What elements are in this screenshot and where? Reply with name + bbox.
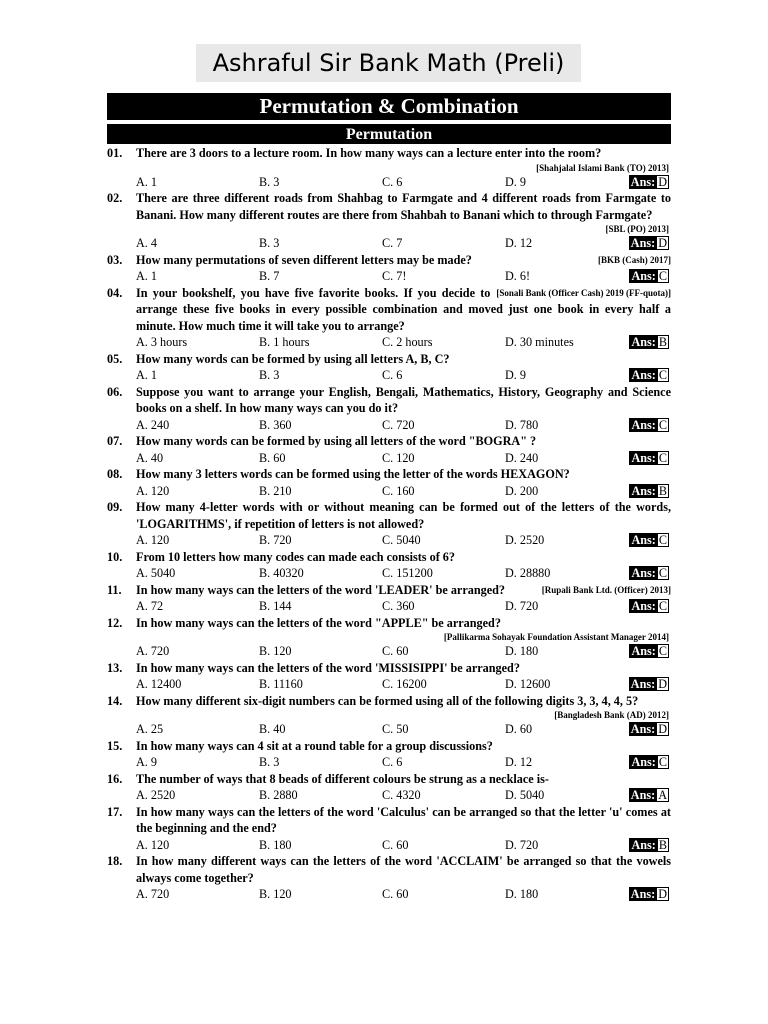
question-text: How many 4-letter words with or without meaning can be formed out of the letters of the words, 'LOGARITHMS', if repetition of letters is not allowed? <box>136 500 671 531</box>
question-item <box>107 549 671 582</box>
answer-label: Ans: <box>631 533 656 547</box>
question-number: 16. <box>107 771 123 786</box>
question-source: [Pallikarma Sohayak Foundation Assistant Manager 2014] <box>443 632 669 642</box>
option-c: C. 6 <box>382 368 403 382</box>
answer-label: Ans: <box>631 599 656 613</box>
question-number: 12. <box>107 615 123 630</box>
option-c: C. 160 <box>382 483 415 498</box>
option-c: C. 2 hours <box>382 335 433 349</box>
option-c: C. 120 <box>382 450 415 465</box>
question-text-block <box>136 771 671 788</box>
option-c: C. 4320 <box>382 788 421 802</box>
option-d: D. 180 <box>505 887 539 901</box>
question-header <box>107 351 671 368</box>
answer-value: D <box>658 174 667 189</box>
question-text-block <box>136 660 671 677</box>
question-header <box>107 384 671 417</box>
question-item <box>107 190 671 252</box>
option-d: D. 6! <box>505 269 531 283</box>
option-a: A. 72 <box>136 599 164 613</box>
question-header <box>107 252 671 269</box>
answer-value: B <box>658 335 667 349</box>
options-row <box>107 565 671 582</box>
option-b: B. 3 <box>259 755 280 769</box>
question-number: 10. <box>107 549 123 564</box>
options-row <box>107 787 671 804</box>
option-d: D. 9 <box>505 368 526 382</box>
question-text: How many different six-digit numbers can be formed using all of the following digits 3, 3, 4, 4, 5? <box>136 693 639 708</box>
option-c: C. 60 <box>382 644 409 658</box>
question-text-block <box>136 693 671 710</box>
question-list <box>107 145 671 903</box>
question-number: 02. <box>107 191 123 205</box>
question-header <box>107 771 671 788</box>
question-header <box>107 853 671 886</box>
answer-badge <box>629 368 669 382</box>
option-d: D. 240 <box>505 450 539 465</box>
answer-value: D <box>658 722 667 736</box>
question-text: How many words can be formed by using all letters A, B, C? <box>136 351 450 366</box>
question-number: 03. <box>107 252 123 267</box>
option-a: A. 1 <box>136 269 157 283</box>
question-item <box>107 351 671 384</box>
option-d: D. 12 <box>505 755 533 769</box>
question-text: In your bookshelf, you have five favorite books. If you decide to arrange these five books in every possible combination and moved just one book in every half a minute. How much time it will take you to arrange? <box>136 285 671 333</box>
question-number: 04. <box>107 285 123 300</box>
question-header <box>107 660 671 677</box>
option-d: D. 780 <box>505 417 539 432</box>
option-b: B. 120 <box>259 887 292 901</box>
option-b: B. 1 hours <box>259 335 310 349</box>
option-b: B. 144 <box>259 599 292 613</box>
options-row <box>107 235 671 252</box>
option-a: A. 120 <box>136 483 170 498</box>
answer-badge <box>629 788 669 802</box>
option-a: A. 9 <box>136 755 157 769</box>
question-source: [Shahjalal Islami Bank (TO) 2013] <box>536 162 669 173</box>
options-row <box>107 886 671 903</box>
answer-label: Ans: <box>630 174 656 189</box>
option-a: A. 240 <box>136 417 170 432</box>
options-row <box>107 268 671 285</box>
question-header <box>107 466 671 483</box>
question-number: 18. <box>107 854 123 868</box>
option-b: B. 60 <box>259 450 286 465</box>
option-c: C. 60 <box>382 887 409 901</box>
answer-badge <box>629 451 669 465</box>
option-d: D. 30 minutes <box>505 335 574 349</box>
question-text-block <box>136 252 671 269</box>
option-a: A. 2520 <box>136 788 176 802</box>
question-item <box>107 384 671 434</box>
answer-badge <box>629 175 669 189</box>
question-text-block <box>136 145 671 162</box>
option-b: B. 3 <box>259 174 280 189</box>
answer-badge <box>629 644 669 658</box>
question-text-block <box>136 738 671 755</box>
question-item <box>107 582 671 615</box>
question-text-block <box>136 499 671 532</box>
question-number: 13. <box>107 660 123 675</box>
answer-label: Ans: <box>631 566 656 580</box>
question-number: 15. <box>107 738 123 753</box>
option-d: D. 200 <box>505 483 539 498</box>
question-item <box>107 615 671 660</box>
question-source: [BKB (Cash) 2017] <box>597 254 671 265</box>
answer-badge <box>629 677 669 691</box>
answer-value: C <box>658 368 667 382</box>
option-a: A. 120 <box>136 533 170 547</box>
option-a: A. 5040 <box>136 566 176 580</box>
question-header <box>107 804 671 837</box>
question-text: How many 3 letters words can be formed using the letter of the words HEXAGON? <box>136 467 570 481</box>
answer-badge <box>629 418 669 432</box>
question-header <box>107 615 671 632</box>
answer-value: B <box>658 837 667 852</box>
answer-value: C <box>658 417 667 432</box>
question-header <box>107 145 671 162</box>
option-c: C. 5040 <box>382 533 421 547</box>
question-item <box>107 660 671 693</box>
option-a: A. 40 <box>136 450 164 465</box>
option-b: B. 3 <box>259 368 280 382</box>
option-b: B. 720 <box>259 533 292 547</box>
option-b: B. 40320 <box>259 566 304 580</box>
option-b: B. 360 <box>259 417 292 432</box>
option-d: D. 5040 <box>505 788 545 802</box>
question-item <box>107 771 671 804</box>
answer-label: Ans: <box>631 368 656 382</box>
answer-value: C <box>658 566 667 580</box>
question-text-block <box>136 384 671 417</box>
question-text: In how many ways can the letters of the word 'Calculus' can be arranged so that the letter 'u' comes at the beginning and the end? <box>136 804 671 835</box>
section-heading: Permutation <box>107 124 671 144</box>
question-source: [Rupali Bank Ltd. (Officer) 2013] <box>541 584 671 595</box>
option-d: D. 12 <box>505 236 533 250</box>
answer-badge <box>629 236 669 250</box>
option-d: D. 720 <box>505 599 539 613</box>
answer-badge <box>629 755 669 769</box>
options-row <box>107 174 671 191</box>
answer-label: Ans: <box>631 335 656 349</box>
question-header <box>107 693 671 710</box>
answer-value: D <box>658 677 667 691</box>
answer-label: Ans: <box>631 483 656 498</box>
option-d: D. 180 <box>505 644 539 658</box>
options-row <box>107 837 671 854</box>
question-number: 06. <box>107 384 123 399</box>
question-text-block <box>136 351 671 368</box>
question-number: 07. <box>107 434 123 448</box>
option-b: B. 40 <box>259 722 286 736</box>
option-d: D. 9 <box>505 174 526 189</box>
question-text: In how many different ways can the letters of the word 'ACCLAIM' be arranged so that the vowels always come together? <box>136 854 671 885</box>
question-text: In how many ways can the letters of the word 'LEADER' be arranged? <box>136 582 505 597</box>
option-d: D. 12600 <box>505 677 551 691</box>
question-text: In how many ways can the letters of the word "APPLE" be arranged? <box>136 615 501 630</box>
option-c: C. 16200 <box>382 677 427 691</box>
answer-label: Ans: <box>631 450 656 465</box>
answer-badge <box>629 887 669 901</box>
option-b: B. 3 <box>259 236 280 250</box>
option-d: D. 2520 <box>505 533 545 547</box>
options-row <box>107 643 671 660</box>
answer-badge <box>629 533 669 547</box>
answer-label: Ans: <box>630 788 656 802</box>
question-text: The number of ways that 8 beads of different colours be strung as a necklace is- <box>136 771 549 786</box>
answer-value: D <box>658 887 667 901</box>
question-text: There are 3 doors to a lecture room. In how many ways can a lecture enter into the room? <box>136 146 602 160</box>
option-b: B. 210 <box>259 483 292 498</box>
question-text: How many permutations of seven different letters may be made? <box>136 252 472 267</box>
answer-badge <box>629 722 669 736</box>
question-text-block <box>136 582 671 599</box>
answer-label: Ans: <box>630 677 656 691</box>
question-number: 09. <box>107 500 123 514</box>
answer-badge <box>629 566 669 580</box>
question-item <box>107 433 671 466</box>
question-item <box>107 693 671 738</box>
option-c: C. 720 <box>382 417 415 432</box>
option-a: A. 3 hours <box>136 335 188 349</box>
answer-value: C <box>658 599 667 613</box>
answer-badge <box>629 484 669 498</box>
question-text: In how many ways can 4 sit at a round table for a group discussions? <box>136 738 493 753</box>
question-text-block <box>136 804 671 837</box>
question-text-block <box>136 190 671 223</box>
option-c: C. 60 <box>382 837 409 852</box>
answer-label: Ans: <box>631 417 656 432</box>
option-a: A. 1 <box>136 368 157 382</box>
question-source: [Bangladesh Bank (AD) 2012] <box>554 710 669 720</box>
option-b: B. 180 <box>259 837 292 852</box>
options-row <box>107 754 671 771</box>
option-c: C. 7! <box>382 269 407 283</box>
options-row <box>107 483 671 500</box>
answer-value: C <box>658 644 667 658</box>
question-number: 11. <box>107 582 122 597</box>
question-item <box>107 466 671 499</box>
option-a: A. 25 <box>136 722 164 736</box>
question-text-block <box>136 285 671 335</box>
option-b: B. 120 <box>259 644 292 658</box>
question-number: 17. <box>107 804 123 819</box>
option-a: A. 4 <box>136 236 157 250</box>
question-number: 05. <box>107 351 123 366</box>
question-text: From 10 letters how many codes can made each consists of 6? <box>136 549 455 564</box>
answer-label: Ans: <box>630 722 656 736</box>
option-a: A. 1 <box>136 174 157 189</box>
answer-value: A <box>658 788 667 802</box>
question-item <box>107 285 671 351</box>
answer-label: Ans: <box>631 755 656 769</box>
options-row <box>107 450 671 467</box>
answer-value: C <box>658 533 667 547</box>
answer-badge <box>629 335 669 349</box>
option-b: B. 11160 <box>259 677 303 691</box>
option-c: C. 50 <box>382 722 409 736</box>
question-item <box>107 738 671 771</box>
question-header <box>107 549 671 566</box>
question-text: In how many ways can the letters of the word 'MISSISIPPI' be arranged? <box>136 660 520 675</box>
question-header <box>107 499 671 532</box>
answer-label: Ans: <box>630 236 656 250</box>
question-text: There are three different roads from Shahbag to Farmgate and 4 different roads from Farmgate to Banani. How many different routes are there from Shahbah to Banani which to through Farmgate? <box>136 191 671 222</box>
question-text: Suppose you want to arrange your English, Bengali, Mathematics, History, Geography and Science books on a shelf. In how many ways can you do it? <box>136 384 671 415</box>
answer-label: Ans: <box>631 837 656 852</box>
options-row <box>107 367 671 384</box>
option-a: A. 720 <box>136 887 170 901</box>
question-header <box>107 285 671 335</box>
option-c: C. 6 <box>382 755 403 769</box>
answer-value: C <box>658 450 667 465</box>
question-header <box>107 190 671 223</box>
question-item <box>107 145 671 190</box>
option-d: D. 28880 <box>505 566 551 580</box>
options-row <box>107 334 671 351</box>
option-c: C. 360 <box>382 599 415 613</box>
chapter-heading: Permutation & Combination <box>107 93 671 120</box>
answer-badge <box>629 838 669 852</box>
question-number: 08. <box>107 467 123 481</box>
answer-value: B <box>658 483 667 498</box>
options-row <box>107 417 671 434</box>
question-item <box>107 853 671 903</box>
question-item <box>107 252 671 285</box>
question-text: How many words can be formed by using all letters of the word "BOGRA" ? <box>136 434 537 448</box>
option-c: C. 7 <box>382 236 403 250</box>
options-row <box>107 598 671 615</box>
answer-value: D <box>658 236 667 250</box>
question-header <box>107 582 671 599</box>
question-number: 01. <box>107 146 123 160</box>
answer-badge <box>629 599 669 613</box>
answer-label: Ans: <box>631 644 656 658</box>
question-text-block <box>136 433 671 450</box>
option-a: A. 720 <box>136 644 170 658</box>
question-header <box>107 433 671 450</box>
options-row <box>107 676 671 693</box>
option-c: C. 151200 <box>382 566 433 580</box>
option-d: D. 60 <box>505 722 533 736</box>
option-a: A. 120 <box>136 837 170 852</box>
question-text-block <box>136 466 671 483</box>
options-row <box>107 721 671 738</box>
question-text-block <box>136 853 671 886</box>
option-c: C. 6 <box>382 174 403 189</box>
question-number: 14. <box>107 693 123 708</box>
answer-badge <box>629 269 669 283</box>
question-item <box>107 499 671 549</box>
question-source: [SBL (PO) 2013] <box>605 224 669 234</box>
question-source: [Sonali Bank (Officer Cash) 2019 (FF-quota)] <box>496 287 671 298</box>
answer-value: C <box>658 755 667 769</box>
answer-label: Ans: <box>631 269 656 283</box>
option-b: B. 7 <box>259 269 280 283</box>
option-a: A. 12400 <box>136 677 182 691</box>
question-text-block <box>136 615 671 632</box>
question-item <box>107 804 671 854</box>
answer-value: C <box>658 269 667 283</box>
question-header <box>107 738 671 755</box>
option-d: D. 720 <box>505 837 539 852</box>
options-row <box>107 532 671 549</box>
question-text-block <box>136 549 671 566</box>
page-title: Ashraful Sir Bank Math (Preli) <box>196 44 581 82</box>
option-b: B. 2880 <box>259 788 298 802</box>
answer-label: Ans: <box>630 887 656 901</box>
